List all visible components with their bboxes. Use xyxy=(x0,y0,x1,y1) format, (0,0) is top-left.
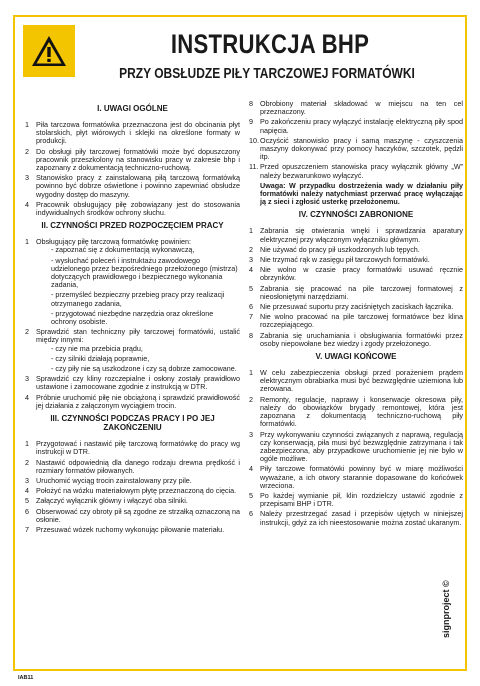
list-item: 1 Zabrania się otwierania wnęki i sprawdzania aparatury elektrycznej przy włączonym wyłączniku głównym. xyxy=(249,226,463,244)
list-item: 5 Po każdej wymianie pił, klin rozdzielczy ustawić zgodnie z przepisami BHP i DTR. xyxy=(249,490,463,509)
list-item: 3 Przy wykonywaniu czynności związanych z naprawą, regulacją czy konserwacją, piła musi być bezwzględnie zatrzymana i tak zabezpieczona, aby przypadkowe uruchomienie jej nie było w ogóle możliwe. xyxy=(249,429,463,464)
list-item: 5 Załączyć wyłącznik główny i włączyć oba silniki. xyxy=(25,496,188,506)
list-item: 4 Położyć na wózku materiałowym płytę przeznaczoną do cięcia. xyxy=(25,486,237,496)
list-item: 3 Nie trzymać rąk w zasięgu pił tarczowych formatówki. xyxy=(249,255,430,265)
warning-triangle-icon xyxy=(23,25,75,77)
list-item: 3 Uruchomić wyciąg trocin zainstalowany przy pile. xyxy=(25,475,192,485)
section-heading: IV. CZYNNOŚCI ZABRONIONE xyxy=(298,210,414,220)
right-column xyxy=(249,100,463,529)
list-item: 9 Po zakończeniu pracy wyłączyć instalację elektryczną piły spod napięcia. xyxy=(249,117,463,135)
list-item: 7 Nie wolno pracować na pile tarczowej formatówce bez klina rozczepiającego. xyxy=(249,312,463,330)
section3-cont-list xyxy=(249,100,463,180)
section-heading: II. CZYNNOŚCI PRZED ROZPOCZĘCIEM PRACY xyxy=(41,221,224,231)
list-item: 2 Nie używać do pracy pił uszkodzonych lub tępych. xyxy=(249,244,420,254)
list-item: 7 Przesuwać wózek ruchomy wykonując piłowanie materiału. xyxy=(25,524,225,534)
sub-item: - czy piły nie są uszkodzone i czy są dobrze zamocowane. xyxy=(51,364,237,374)
product-code: IAB11 xyxy=(18,675,34,681)
list-item: 2 Do obsługi piły tarczowej formatówki może być dopuszczony pracownik przeszkolony na stanowisku pracy w zakresie bhp i zapoznany z dokumentacją techniczno-ruchową. xyxy=(25,146,240,173)
list-item: 8 Obrobiony materiał składować w miejscu na ten cel przeznaczony. xyxy=(249,99,463,117)
sub-item: - przygotować niezbędne narzędzia oraz określone ochrony osobiste. xyxy=(51,308,214,327)
section-heading: III. CZYNNOŚCI PODCZAS PRACY I PO JEJ ZAKOŃCZENIU xyxy=(50,414,215,433)
page-subtitle: PRZY OBSŁUDZE PIŁY TARCZOWEJ FORMATÓWKI xyxy=(119,65,415,82)
section-heading: I. UWAGI OGÓLNE xyxy=(97,104,168,113)
list-item: 3 Sprawdzić czy kliny rozczepialne i osłony zostały prawidłowo ustawione i zamocowane zgodnie z instrukcją w DTR. xyxy=(25,374,240,392)
list-item: 1 Przygotować i nastawić piłę tarczową formatówkę do pracy wg instrukcji w DTR. xyxy=(25,439,240,457)
sub-item: - wysłuchać poleceń i instruktażu zawodowego udzielonego przez bezpośredniego przełożonego (mistrza) dotyczących prawidłowego i bezpiecznego wykonania zadania, xyxy=(51,255,238,290)
list-item: 3 Stanowisko pracy z zainstalowaną piłą tarczową formatówką powinno być dobrze oświetlone i powinno zapewniać obsłudze wygodny dostęp do maszyny. xyxy=(25,173,240,199)
sub-list xyxy=(36,246,240,326)
sub-item: - przemyśleć bezpieczny przebieg pracy przy realizacji otrzymanego zadania, xyxy=(51,290,225,308)
section3-list xyxy=(25,440,240,534)
list-item: 8 Zabrania się uruchamiania i obsługiwania formatówki przez osoby niepowołane bez wiedzy i zgody przełożonego. xyxy=(249,330,463,348)
list-item: 4 Próbnie uruchomić piłę nie obciążoną i sprawdzić prawidłowość jej działania z załączonym wyciągiem trocin. xyxy=(25,392,240,410)
list-item: 5 Zabrania się pracować na pile tarczowej formatowej z nieosłoniętymi narzędziami. xyxy=(249,283,463,301)
list-item: 10. Oczyścić stanowisko pracy i samą maszynę - czyszczenia maszyny dokonywać przy pomocy haczyków, szczotek, pędzli itp. xyxy=(249,135,463,162)
brand-label: signproject © xyxy=(441,580,451,638)
list-item: 1 W celu zabezpieczenia obsługi przed porażeniem prądem elektrycznym obrabiarka musi być bezwzględnie uziemiona lub zerowana. xyxy=(249,368,463,394)
sub-list xyxy=(36,345,240,374)
list-item: 6 Nie przesuwać suportu przy zaciśniętych zaciskach łącznika. xyxy=(249,302,454,312)
list-item: 11. Przed opuszczeniem stanowiska pracy wyłącznik główny „W” należy bezwarunkowo wyłączyć. xyxy=(249,162,463,180)
section-heading: V. UWAGI KOŃCOWE xyxy=(315,352,397,362)
list-item: 6 Obserwować czy obroty pił są zgodne ze strzałką oznaczoną na osłonie. xyxy=(25,506,240,524)
list-item: 4 Nie wolno w czasie pracy formatówki usuwać ręcznie obrzynków. xyxy=(249,265,463,283)
page-title: INSTRUKCJA BHP xyxy=(170,29,370,59)
list-item: 1 Piła tarczowa formatówka przeznaczona jest do obcinania płyt stolarskich, płyt wiórowych i sklejki na określone formaty w produkcji. xyxy=(25,120,240,146)
list-item: 4 Pracownik obsługujący piłę zobowiązany jest do stosowania indywidualnych środków ochrony słuchu. xyxy=(25,199,240,218)
sub-item: - czy silniki działają poprawnie, xyxy=(51,353,150,363)
list-item: 4 Piły tarczowe formatówki powinny być w miarę możliwości wyważane, a ich otwory starannie dopasowane do końcówek wrzeciona. xyxy=(249,464,463,490)
section1-list xyxy=(25,121,240,217)
sub-item: - zapoznać się z dokumentacją wykonawczą, xyxy=(51,245,195,255)
sub-item: - czy nie ma przebicia prądu, xyxy=(51,343,143,353)
list-item: 2 Sprawdzić stan techniczny piły tarczowej formatówki, ustalić między innymi: - czy nie ma przebicia prądu, - czy silniki działają poprawnie, - czy piły nie są uszkodzone i czy są dobrze zamocowane. xyxy=(25,327,240,374)
list-item: 6 Należy przestrzegać zasad i przepisów ujętych w niniejszej instrukcji, gdyż za ich nieestosowanie można zostać ukaranym. xyxy=(249,509,463,527)
warning-note: Uwaga: W przypadku dostrzeżenia wady w działaniu piły formatówki należy natychmiast przerwać pracę wyłączając ją z sieci i zgłosić usterkę przełożonemu. xyxy=(260,180,463,207)
list-item: 2 Nastawić odpowiednią dla danego rodzaju drewna prędkość i rozmiary formatów piłowanych. xyxy=(25,457,240,475)
left-column xyxy=(25,100,240,536)
list-item: 2 Remonty, regulacje, naprawy i konserwacje okresowa piły, należy do obowiązków brygady remontowej, która jest zapoznana z dokumentacją techniczno-ruchową piły formatówki. xyxy=(249,394,463,429)
section4-list xyxy=(249,227,463,348)
section5-list xyxy=(249,369,463,527)
list-item: 1 Obsługujący piłę tarczową formatówkę powinien: - zapoznać się z dokumentacją wykonawczą, - wysłuchać poleceń i instruktażu zawodowego udzielonego przez bezpośredniego przełożonego (mistrza) dotyczących prawidłowego i bezpiecznego wykonania zadania, - przemyśleć bezpieczny przebieg pracy przy realizacji otrzymanego zadania, - przygotować niezbędne narzędzia oraz określone ochrony osobiste. xyxy=(25,238,240,326)
header xyxy=(15,17,465,97)
section2-list xyxy=(25,238,240,410)
